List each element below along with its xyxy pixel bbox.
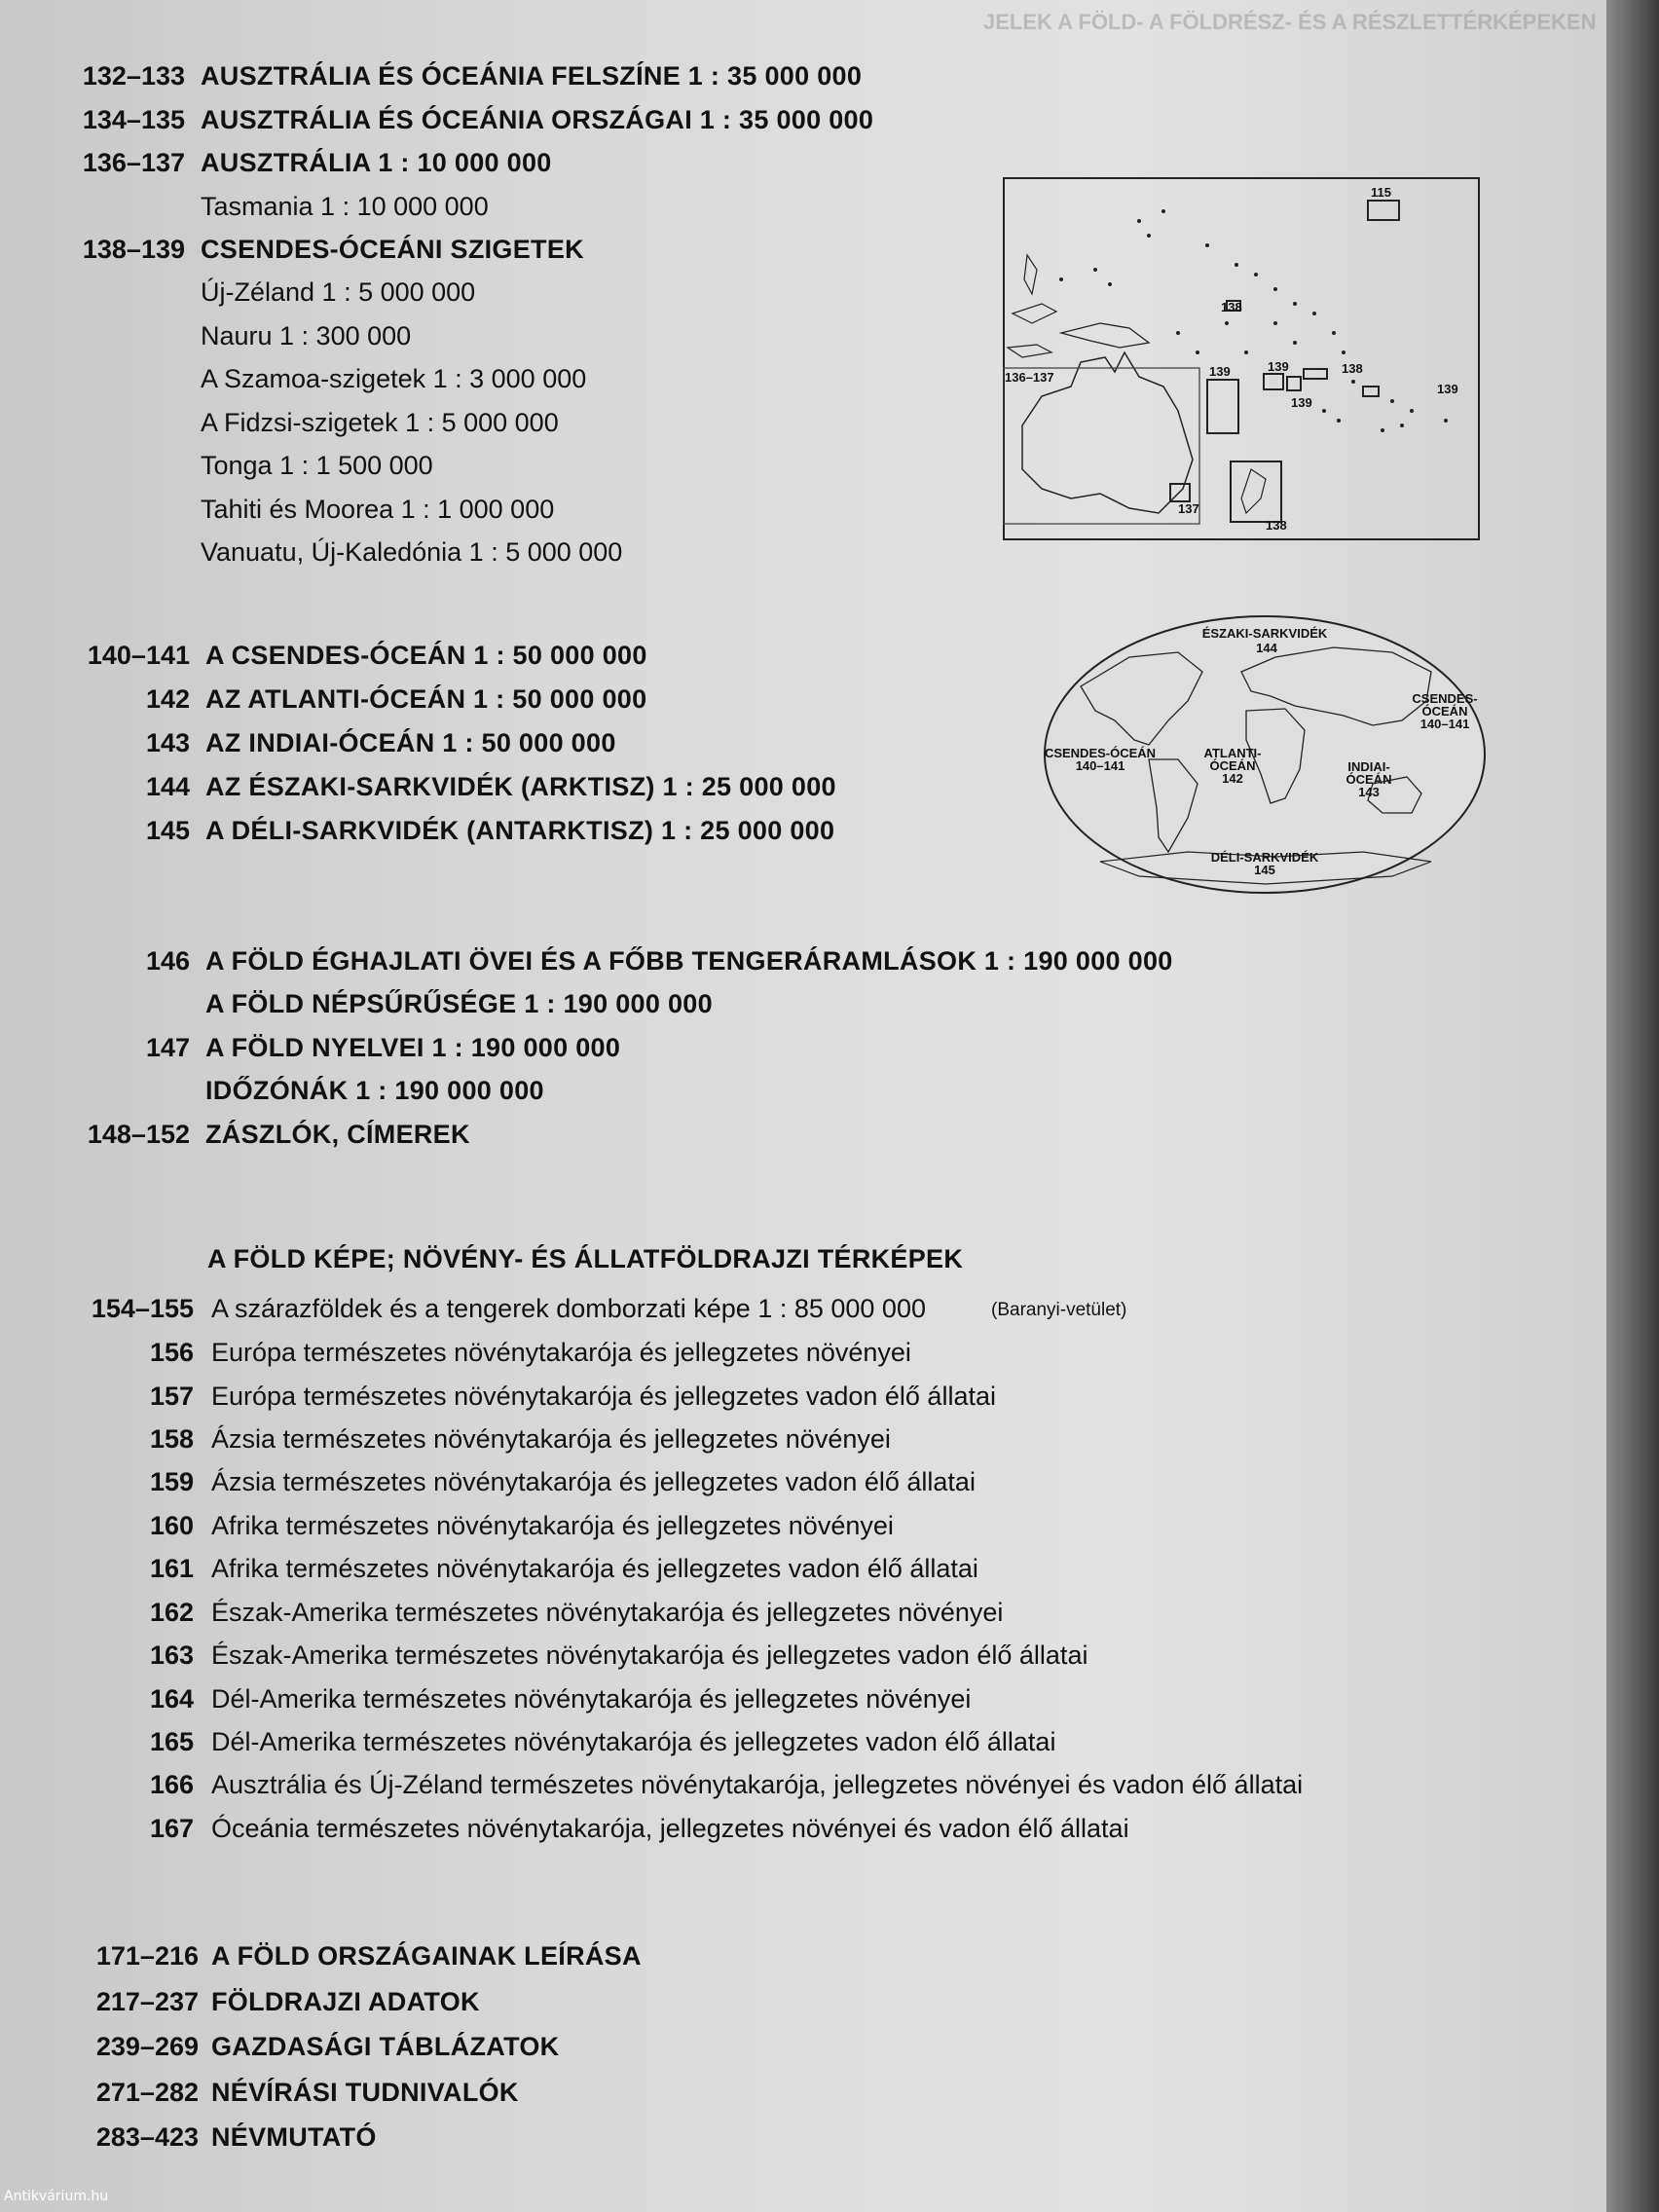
entry-title: A Fidzsi-szigetek 1 : 5 000 000	[201, 408, 559, 437]
map-label: ATLANTI-	[1203, 746, 1262, 760]
entry-title: Európa természetes növénytakarója és jellegzetes növényei	[211, 1338, 911, 1367]
page-number: 167	[149, 1814, 194, 1843]
page-number: 164	[149, 1684, 194, 1714]
section-heading-earth-image: A FÖLD KÉPE; NÖVÉNY- ÉS ÁLLATFÖLDRAJZI TÉRKÉPEK	[207, 1244, 964, 1273]
page-number: 136–137	[82, 148, 185, 177]
entry-title: A FÖLD ÉGHAJLATI ÖVEI ÉS A FŐBB TENGERÁRAMLÁSOK 1 : 190 000 000	[205, 946, 1173, 976]
entry-title: Afrika természetes növénytakarója és jellegzetes növényei	[211, 1511, 894, 1540]
page-number: 138–139	[82, 235, 185, 264]
page-number: 148–152	[87, 1120, 190, 1149]
entry-title: A Szamoa-szigetek 1 : 3 000 000	[201, 364, 587, 393]
map-label: 139	[1437, 382, 1458, 396]
entry-title: Tonga 1 : 1 500 000	[201, 451, 433, 480]
page-number: 134–135	[82, 105, 185, 134]
entry-title: A FÖLD NYELVEI 1 : 190 000 000	[205, 1033, 621, 1062]
page-number: 146	[145, 946, 190, 976]
page-number: 156	[149, 1338, 194, 1367]
entry-title: AZ INDIAI-ÓCEÁN 1 : 50 000 000	[205, 728, 616, 757]
page-number: 162	[149, 1598, 194, 1627]
entry-title: NÉVMUTATÓ	[211, 2122, 377, 2152]
entry-title: Dél-Amerika természetes növénytakarója és jellegzetes növényei	[211, 1684, 972, 1714]
page-number: 160	[149, 1511, 194, 1540]
entry-title: Tahiti és Moorea 1 : 1 000 000	[201, 495, 555, 524]
entry-title: Ázsia természetes növénytakarója és jellegzetes vadon élő állatai	[211, 1467, 976, 1496]
world-oceans-map	[1042, 613, 1488, 896]
entry-title: Afrika természetes növénytakarója és jellegzetes vadon élő állatai	[211, 1554, 978, 1583]
entry-note: (Baranyi-vetület)	[991, 1300, 1127, 1320]
entry-title: Óceánia természetes növénytakarója, jellegzetes növényei és vadon élő állatai	[211, 1814, 1129, 1843]
entry-title: FÖLDRAJZI ADATOK	[211, 1987, 480, 2016]
entry-title: Ausztrália és Új-Zéland természetes növénytakarója, jellegzetes növényei és vadon élő állatai	[211, 1770, 1304, 1799]
entry-title: Észak-Amerika természetes növénytakarója és jellegzetes vadon élő állatai	[211, 1641, 1088, 1670]
page-number: 143	[145, 728, 190, 757]
page-number: 271–282	[95, 2078, 199, 2107]
entry-title: CSENDES-ÓCEÁNI SZIGETEK	[201, 235, 584, 264]
entry-title: Ázsia természetes növénytakarója és jellegzetes növényei	[211, 1424, 891, 1454]
entry-title: A DÉLI-SARKVIDÉK (ANTARKTISZ) 1 : 25 000 000	[205, 816, 835, 845]
page-number: 165	[149, 1727, 194, 1756]
bleed-through-text: JELEK A FÖLD- A FÖLDRÉSZ- ÉS A RÉSZLETTÉRKÉPEKEN	[983, 10, 1597, 34]
page-number: 159	[149, 1467, 194, 1496]
map-label: 138	[1266, 518, 1287, 533]
map-label: CSENDES-ÓCEÁN	[1044, 746, 1157, 760]
map-label: 140–141	[1075, 758, 1125, 773]
entry-title: Nauru 1 : 300 000	[201, 321, 412, 350]
page-number: 144	[145, 772, 190, 801]
page-number: 161	[149, 1554, 194, 1583]
page-number: 142	[145, 684, 190, 714]
map-label: DÉLI-SARKVIDÉK	[1210, 850, 1319, 865]
map-label: ÓCEÁN	[1346, 772, 1392, 787]
entry-title: A szárazföldek és a tengerek domborzati képe 1 : 85 000 000	[211, 1294, 926, 1323]
entry-title: AUSZTRÁLIA ÉS ÓCEÁNIA ORSZÁGAI 1 : 35 000 000	[201, 105, 874, 134]
entry-title: AUSZTRÁLIA ÉS ÓCEÁNIA FELSZÍNE 1 : 35 000 000	[201, 61, 863, 91]
entry-title: A CSENDES-ÓCEÁN 1 : 50 000 000	[205, 641, 647, 670]
map-label: 138	[1221, 300, 1242, 314]
entry-title: NÉVÍRÁSI TUDNIVALÓK	[211, 2078, 519, 2107]
page-number: 158	[149, 1424, 194, 1454]
page-number: 145	[145, 816, 190, 845]
entry-title: AZ ÉSZAKI-SARKVIDÉK (ARKTISZ) 1 : 25 000 000	[205, 772, 836, 801]
page-number: 163	[149, 1641, 194, 1670]
map-label: ÓCEÁN	[1421, 704, 1468, 719]
map-label: ÓCEÁN	[1209, 758, 1256, 773]
page-number: 239–269	[95, 2032, 199, 2061]
map-label: 136–137	[1005, 370, 1054, 385]
entry-title: AUSZTRÁLIA 1 : 10 000 000	[201, 148, 552, 177]
map-label: INDIAI-	[1347, 759, 1390, 774]
oceania-index-map	[1003, 177, 1480, 540]
page-number: 283–423	[95, 2122, 199, 2152]
page-number: 147	[145, 1033, 190, 1062]
entry-title: Észak-Amerika természetes növénytakarója és jellegzetes növényei	[211, 1598, 1004, 1627]
page-number: 154–155	[91, 1294, 194, 1323]
entry-title: ZÁSZLÓK, CÍMEREK	[205, 1120, 470, 1149]
map-label: 139	[1268, 359, 1289, 374]
entry-title: A FÖLD ORSZÁGAINAK LEÍRÁSA	[211, 1941, 642, 1971]
map-label: CSENDES-	[1412, 691, 1478, 706]
entry-title: IDŐZÓNÁK 1 : 190 000 000	[205, 1076, 544, 1105]
map-label: 138	[1342, 361, 1363, 376]
map-label: 144	[1256, 641, 1277, 655]
entry-title: AZ ATLANTI-ÓCEÁN 1 : 50 000 000	[205, 684, 647, 714]
map-label: 145	[1254, 863, 1275, 877]
entry-title: Új-Zéland 1 : 5 000 000	[201, 277, 476, 307]
page-number: 166	[149, 1770, 194, 1799]
map-label: 142	[1222, 771, 1243, 786]
page-number: 217–237	[95, 1987, 199, 2016]
map-label: 139	[1291, 395, 1312, 410]
page-number: 140–141	[87, 641, 190, 670]
map-label: ÉSZAKI-SARKVIDÉK	[1201, 626, 1328, 641]
page-number: 157	[149, 1382, 194, 1411]
page-number: 171–216	[95, 1941, 199, 1971]
page-edge-shadow	[1606, 0, 1659, 2212]
entry-title: Vanuatu, Új-Kaledónia 1 : 5 000 000	[201, 537, 623, 567]
watermark: Antikvárium.hu	[4, 2189, 109, 2204]
map-label: 143	[1358, 785, 1380, 799]
map-label: 137	[1178, 501, 1199, 516]
entry-title: Dél-Amerika természetes növénytakarója és jellegzetes vadon élő állatai	[211, 1727, 1056, 1756]
entry-title: Tasmania 1 : 10 000 000	[201, 192, 489, 221]
map-label: 140–141	[1419, 717, 1470, 731]
map-label: 139	[1209, 364, 1231, 379]
entry-title: Európa természetes növénytakarója és jellegzetes vadon élő állatai	[211, 1382, 996, 1411]
entry-title: GAZDASÁGI TÁBLÁZATOK	[211, 2032, 560, 2061]
map-label: 115	[1371, 185, 1391, 200]
entry-title: A FÖLD NÉPSŰRŰSÉGE 1 : 190 000 000	[205, 989, 713, 1018]
page-number: 132–133	[82, 61, 185, 91]
